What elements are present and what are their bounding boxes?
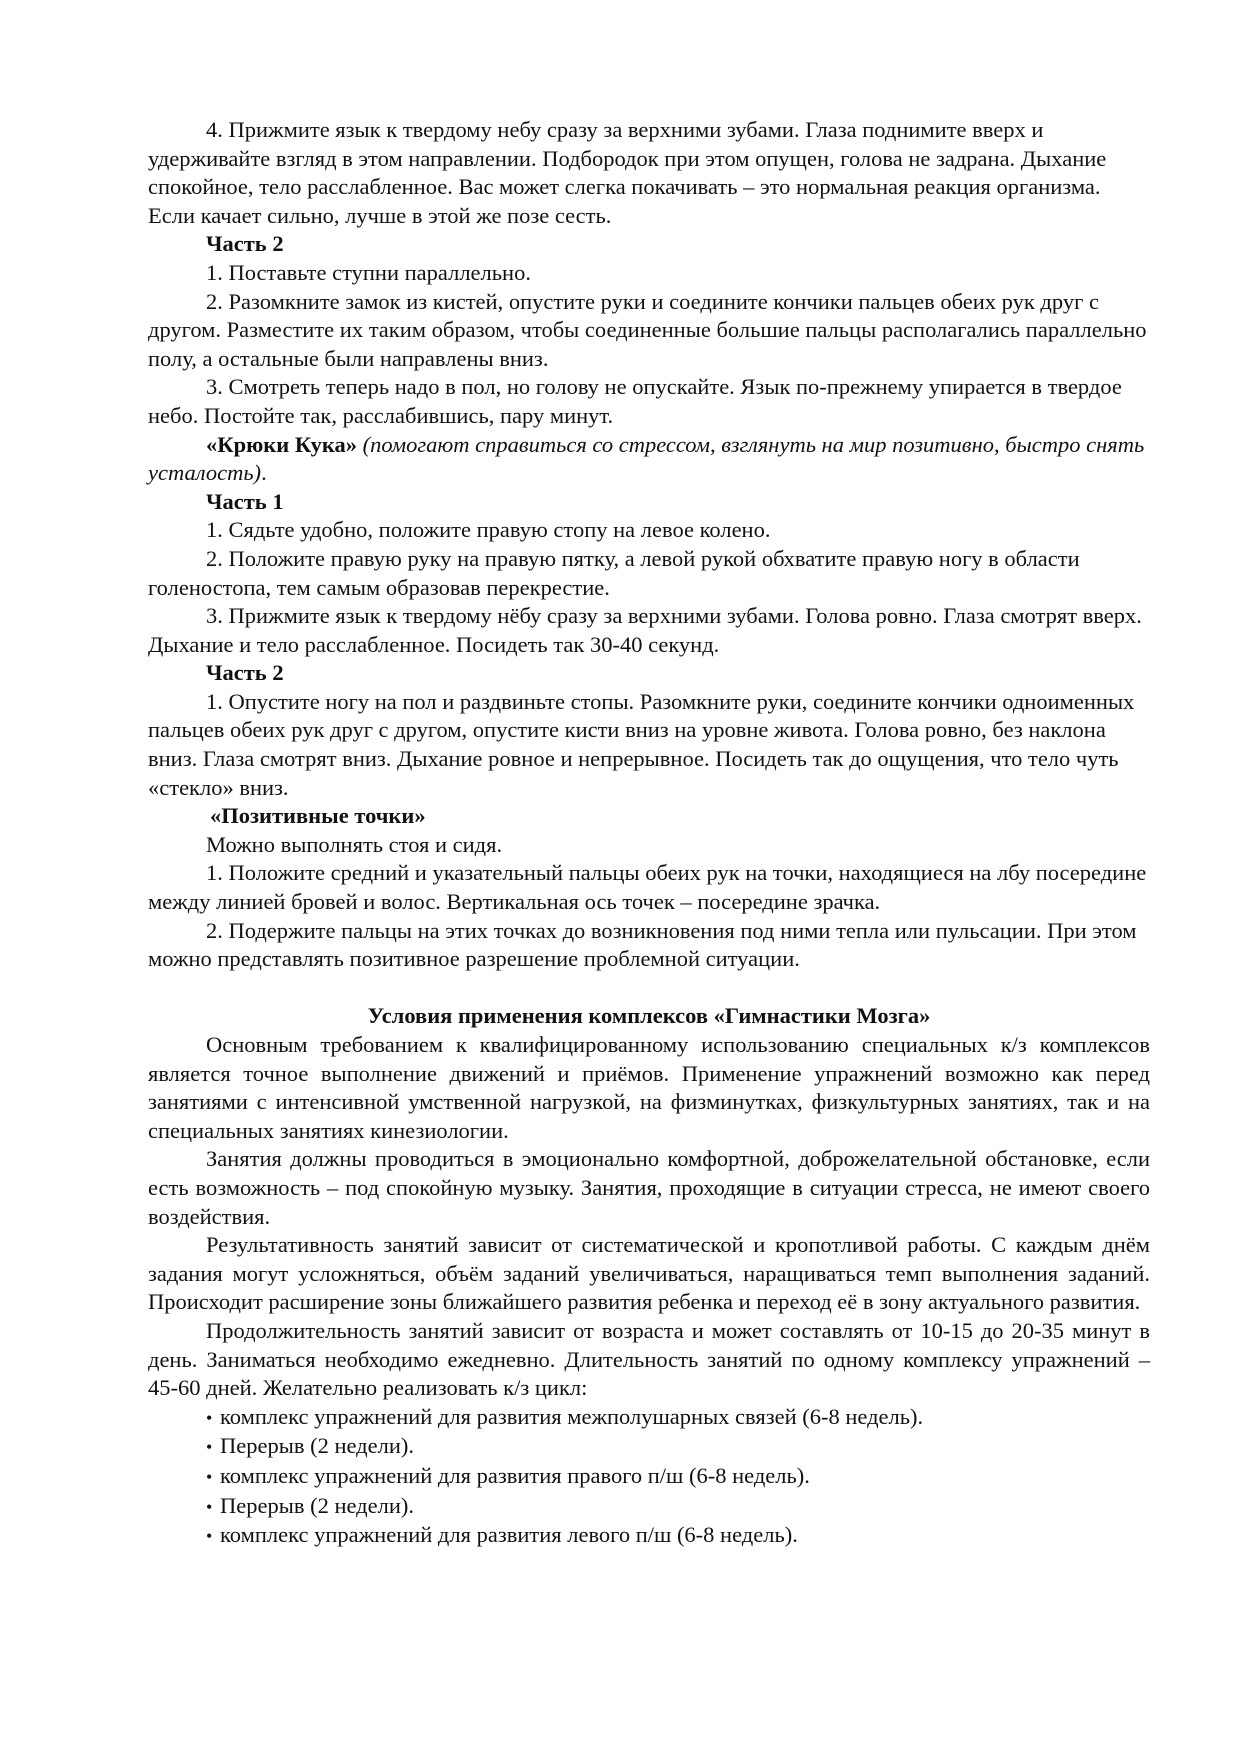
paragraph-step-4: 4. Прижмите язык к твердому небу сразу за верхними зубами. Глаза поднимите вверх и удерживайте взгляд в этом направлении. Подбородок при этом опущен, голова не задрана. Дыхание спокойное, тело расслабленное. Вас может слегка покачивать – это нормальная реакция организма. Если качает сильно, лучше в этой же позе сесть.: [148, 117, 1107, 228]
positive-points-step-1: 1. Положите средний и указательный пальцы обеих рук на точки, находящиеся на лбу посередине между линией бровей и волос. Вертикальная ось точек – посередине зрачка.: [148, 860, 1147, 915]
list-item: • Перерыв (2 недели).: [206, 1432, 1150, 1462]
kuk-part-1-step-3: 3. Прижмите язык к твердому нёбу сразу за верхними зубами. Голова ровно. Глаза смотрят вверх. Дыхание и тело расслабленное. Посидеть так 30-40 секунд.: [148, 603, 1142, 657]
list-item: • комплекс упражнений для развития межполушарных связей (6-8 недель).: [206, 1403, 1150, 1433]
kuk-part-1-heading: Часть 1: [206, 488, 284, 514]
conditions-section-title: Условия применения комплексов «Гимнастики Мозга»: [367, 1003, 931, 1029]
part-2-step-3: 3. Смотреть теперь надо в пол, но голову не опускайте. Язык по-прежнему упирается в твердое небо. Постойте так, расслабившись, пару минут.: [148, 374, 1122, 428]
positive-points-title: «Позитивные точки»: [210, 803, 426, 829]
cycle-list: [148, 1403, 1150, 1551]
kuk-hooks-subtitle: (помогают справиться со стрессом, взглянуть на мир позитивно, быстро снять усталость): [148, 431, 1145, 486]
kuk-part-1-step-1: 1. Сядьте удобно, положите правую стопу на левое колено.: [206, 517, 771, 543]
conditions-paragraph-4: Продолжительность занятий зависит от возраста и может составлять от 10-15 до 20-35 минут в день. Заниматься необходимо ежедневно. Длительность занятий по одному комплексу упражнений – 45-60 дней. Желательно реализовать к/з цикл:: [148, 1317, 1150, 1401]
document-page: [148, 116, 1150, 1551]
conditions-paragraph-2: Занятия должны проводиться в эмоционально комфортной, доброжелательной обстановке, если есть возможность – под спокойную музыку. Занятия, проходящие в ситуации стресса, не имеют своего воздействия.: [148, 1146, 1150, 1229]
bullet-icon: •: [206, 1526, 213, 1547]
part-2-step-1: 1. Поставьте ступни параллельно.: [206, 259, 531, 285]
bullet-icon: •: [206, 1466, 213, 1487]
bullet-icon: •: [206, 1407, 213, 1428]
kuk-part-1-step-2: 2. Положите правую руку на правую пятку, а левой рукой обхватите правую ногу в области голеностопа, тем самым образовав перекрестие.: [148, 545, 1080, 600]
kuk-part-2-heading: Часть 2: [206, 660, 284, 686]
kuk-part-2-step-1: 1. Опустите ногу на пол и раздвиньте стопы. Разомкните руки, соедините кончики одноименных пальцев обеих рук друг с другом, опустите кисти вниз на уровне живота. Голова ровно, без наклона вниз. Глаза смотрят вниз. Дыхание ровное и непрерывное. Посидеть так до ощущения, что тело чуть «стекло» вниз.: [148, 688, 1135, 800]
kuk-hooks-subtitle-end: .: [261, 460, 267, 486]
list-item: • Перерыв (2 недели).: [206, 1492, 1150, 1522]
conditions-paragraph-3: Результативность занятий зависит от систематической и кропотливой работы. С каждым днём задания могут усложняться, объём заданий увеличиваться, наращиваться темп выполнения заданий. Происходит расширение зоны ближайшего развития ребенка и переход её в зону актуального развития.: [148, 1232, 1150, 1315]
bullet-icon: •: [206, 1496, 213, 1517]
conditions-paragraph-1: Основным требованием к квалифицированному использованию специальных к/з комплексов является точное выполнение движений и приёмов. Применение упражнений возможно как перед занятиями с интенсивной умственной нагрузкой, на физминутках, физкультурных занятиях, так и на специальных занятиях кинезиологии.: [148, 1032, 1150, 1143]
positive-points-intro: Можно выполнять стоя и сидя.: [206, 831, 503, 857]
bullet-icon: •: [206, 1437, 213, 1458]
list-item: • комплекс упражнений для развития левого п/ш (6-8 недель).: [206, 1521, 1150, 1551]
part-2-step-2: 2. Разомкните замок из кистей, опустите руки и соедините кончики пальцев обеих рук друг с другом. Разместите их таким образом, чтобы соединенные большие пальцы располагались параллельно полу, а остальные были направлены вниз.: [148, 288, 1147, 371]
positive-points-step-2: 2. Подержите пальцы на этих точках до возникновения под ними тепла или пульсации. При этом можно представлять позитивное разрешение проблемной ситуации.: [148, 917, 1137, 972]
list-item: • комплекс упражнений для развития правого п/ш (6-8 недель).: [206, 1462, 1150, 1492]
kuk-hooks-title-line: [148, 431, 1150, 488]
part-2-heading: Часть 2: [206, 231, 284, 257]
kuk-hooks-title: «Крюки Кука»: [206, 431, 357, 457]
